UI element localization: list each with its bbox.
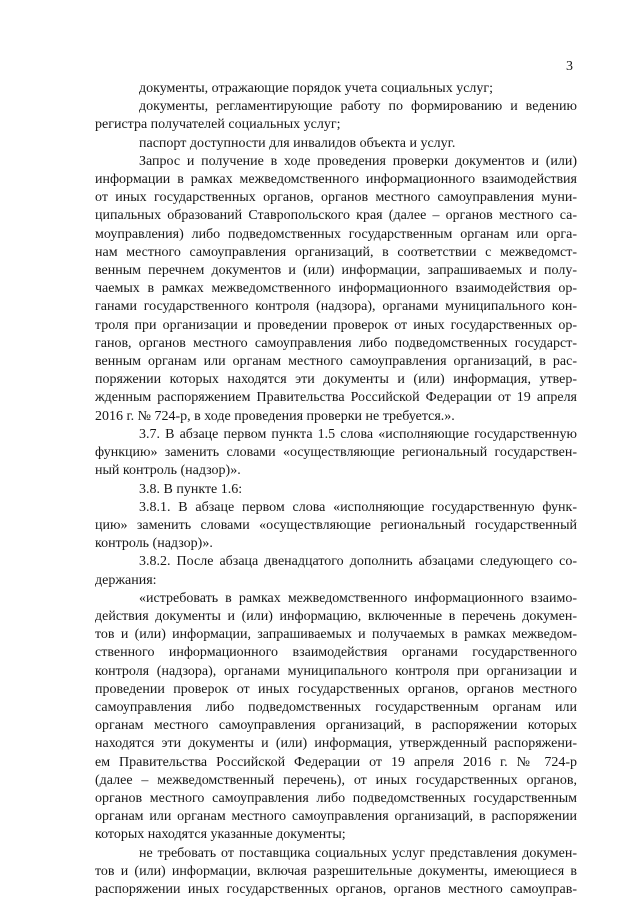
text-line: функцию» заменить словами «осуществляющие региональный государствен-: [95, 445, 577, 460]
text-line: от иных государственных органов, органов местного самоуправления муни-: [95, 190, 577, 205]
text-line: тов и (или) информации, включая разрешительные документы, имеющиеся в: [95, 864, 577, 879]
text-line: венным органам или органам местного самоуправления организаций, в рас-: [95, 354, 577, 369]
text-line: органам местного самоуправления организаций, в распоряжении которых: [95, 718, 577, 733]
text-line: не требовать от поставщика социальных услуг представления докумен-: [139, 846, 577, 861]
text-line: находятся эти документы и (или) информация, утвержденный распоряжени-: [95, 736, 577, 751]
text-line: регистра получателей социальных услуг;: [95, 117, 341, 132]
text-line: моуправления) либо подведомственных государственным органам или орга-: [95, 227, 577, 242]
text-line: ный контроль (надзор)».: [95, 463, 241, 478]
text-line: ственного информационного взаимодействия органами государственного: [95, 645, 577, 660]
text-line: цию» заменить словами «осуществляющие региональный государственный: [95, 518, 577, 533]
text-line: венным перечнем документов и (или) информации, запрашиваемых и полу-: [95, 263, 577, 278]
text-line: жденным распоряжением Правительства Российской Федерации от 19 апреля: [95, 390, 577, 405]
text-line: держания:: [95, 573, 157, 588]
text-line: ганов, органов местного самоуправления либо подведомственных государст-: [95, 336, 577, 351]
page-number: 3: [566, 59, 573, 74]
text-line: которых находятся указанные документы;: [95, 827, 346, 842]
text-line: органам или органам местного самоуправления организаций, в распоряжении: [95, 809, 577, 824]
text-line: (далее – межведомственный перечень), от иных государственных органов,: [95, 773, 577, 788]
text-line: информации в рамках межведомственного информационного взаимодействия: [95, 172, 577, 187]
text-line: контроля (надзора), органами муниципального контроля при организации и: [95, 664, 577, 679]
text-line: ципальных образований Ставропольского края (далее – органов местного са-: [95, 208, 577, 223]
text-line: поряжении которых находятся эти документы и (или) информация, утвер-: [95, 372, 577, 387]
text-line: ем Правительства Российской Федерации от 19 апреля 2016 г. № 724-р: [95, 755, 577, 770]
text-line: действия документы и (или) информацию, включенные в перечень докумен-: [95, 609, 577, 624]
text-line: 3.8. В пункте 1.6:: [139, 482, 243, 497]
text-line: проведении проверок от иных государственных органов, органов местного: [95, 682, 577, 697]
text-line: контроль (надзор)».: [95, 536, 213, 551]
text-line: «истребовать в рамках межведомственного информационного взаимо-: [139, 591, 577, 606]
text-line: 3.7. В абзаце первом пункта 1.5 слова «исполняющие государственную: [139, 427, 577, 442]
text-line: документы, отражающие порядок учета социальных услуг;: [139, 81, 494, 96]
text-line: органов местного самоуправления либо подведомственных государственным: [95, 791, 577, 806]
text-line: ганами государственного контроля (надзора), органами муниципального кон-: [95, 299, 577, 314]
text-line: нам местного самоуправления организаций, в соответствии с межведомст-: [95, 245, 577, 260]
text-line: тов и (или) информации, запрашиваемых и получаемых в рамках межведом-: [95, 627, 577, 642]
text-line: 3.8.2. После абзаца двенадцатого дополнить абзацами следующего со-: [139, 554, 577, 569]
text-line: распоряжении иных государственных органов, органов местного самоуправ-: [95, 882, 577, 897]
text-line: самоуправления либо подведомственных государственным органам или: [95, 700, 577, 715]
text-line: Запрос и получение в ходе проведения проверки документов и (или): [139, 154, 577, 169]
text-line: документы, регламентирующие работу по формированию и ведению: [139, 99, 577, 114]
text-line: паспорт доступности для инвалидов объекта и услуг.: [139, 136, 456, 151]
text-line: чаемых в рамках межведомственного информационного взаимодействия ор-: [95, 281, 577, 296]
text-line: троля при организации и проведении проверок от иных государственных ор-: [95, 318, 577, 333]
text-line: 3.8.1. В абзаце первом слова «исполняющие государственную функ-: [139, 500, 577, 515]
text-line: 2016 г. № 724-р, в ходе проведения проверки не требуется.».: [95, 409, 455, 424]
